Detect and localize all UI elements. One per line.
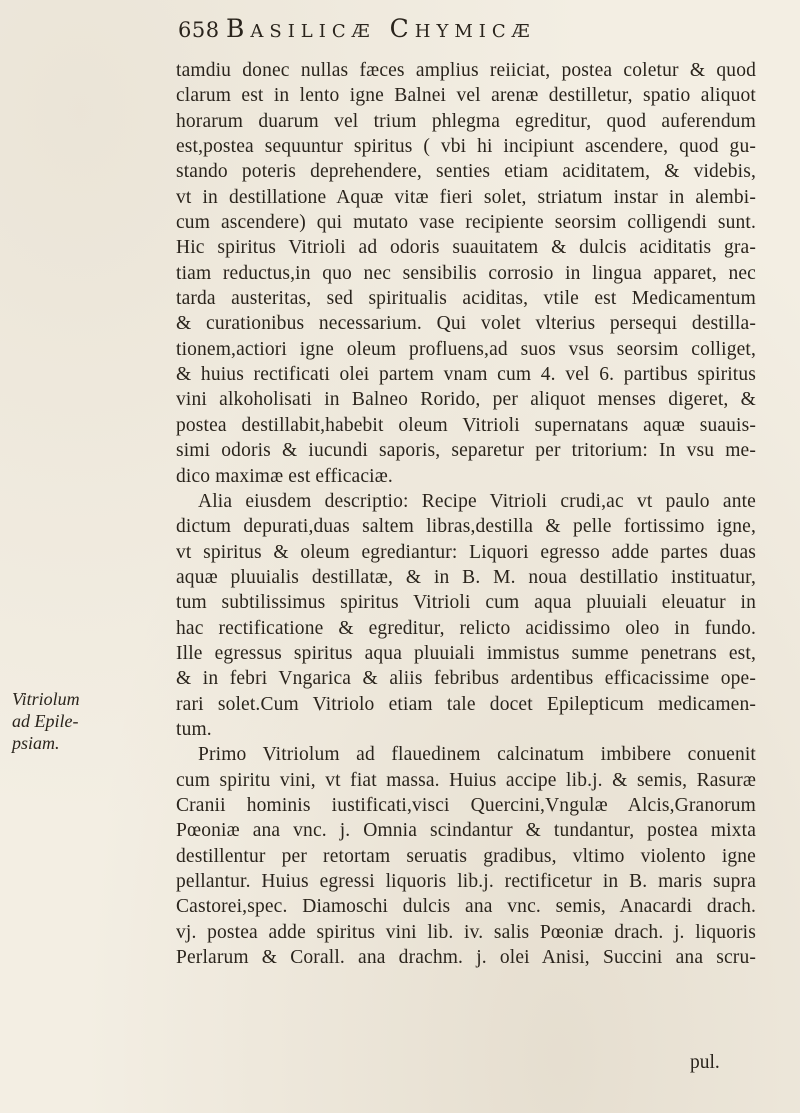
text-line: & curationibus necessarium. Qui volet vlterius persequi destilla- <box>176 313 756 335</box>
text-line: & huius rectificati olei partem vnam cum 4. vel 6. partibus spiritus <box>176 364 756 386</box>
page-header <box>178 14 738 54</box>
text-line: vt in destillatione Aquæ vitæ fieri solet, striatum instar in alembi- <box>176 186 756 208</box>
text-line: Ille egressus spiritus aqua pluuiali immistus summe penetrans est, <box>176 642 756 664</box>
text-line: destillentur per retortam seruatis gradibus, vltimo violento igne <box>176 845 756 867</box>
text-line: cum spiritu vini, vt fiat massa. Huius accipe lib.j. & semis, Rasuræ <box>176 769 756 791</box>
text-line: tum subtilissimus spiritus Vitrioli cum aqua pluuiali eleuatur in <box>176 592 756 614</box>
text-line: dico maximæ est efficaciæ. <box>176 465 393 487</box>
text-line: Primo Vitriolum ad flauedinem calcinatum imbibere conuenit <box>198 744 756 766</box>
text-line: Alia eiusdem descriptio: Recipe Vitrioli crudi,ac vt paulo ante <box>198 490 756 512</box>
text-line: est,postea sequuntur spiritus ( vbi hi incipiunt ascendere, quod gu- <box>176 136 756 158</box>
marginal-note <box>12 688 102 754</box>
text-line: dictum depurati,duas saltem libras,destilla & pelle fortissimo igne, <box>176 516 756 538</box>
text-line: & in febri Vngarica & aliis febribus ardentibus efficacissime ope- <box>176 668 756 690</box>
text-line: tum. <box>176 718 212 740</box>
text-line: horarum duarum vel trium phlegma egreditur, quod auferendum <box>176 110 756 132</box>
body-text <box>176 58 756 970</box>
text-line: clarum est in lento igne Balnei vel arenæ destilletur, spatio aliquot <box>176 85 756 107</box>
text-line: Cranii hominis iustificati,visci Quercini,Vngulæ Alcis,Granorum <box>176 794 756 816</box>
marginal-note-line: Vitriolum <box>12 689 80 709</box>
marginal-note-line: ad Epile- <box>12 711 79 731</box>
running-title: Basilicæ Chymicæ <box>226 14 536 43</box>
text-line: hac rectificatione & egreditur, relicto acidissimo oleo in fundo. <box>176 617 756 639</box>
text-line: aquæ pluuialis destillatæ, & in B. M. noua destillatio instituatur, <box>176 566 756 588</box>
text-line: rari solet.Cum Vitriolo etiam tale docet Epilepticum medicamen- <box>176 693 756 715</box>
page-number: 658 <box>178 18 220 42</box>
text-line: stando poteris deprehendere, senties etiam aciditatem, & videbis, <box>176 161 756 183</box>
text-line: pellantur. Huius egressi liquoris lib.j. rectificetur in B. maris supra <box>176 871 756 892</box>
text-line: Perlarum & Corall. ana drachm. j. olei Anisi, Succini ana scru- <box>176 947 756 969</box>
text-line: Hic spiritus Vitrioli ad odoris suauitatem & dulcis aciditatis gra- <box>176 237 756 259</box>
text-line: cum ascendere) qui mutato vase recipiente seorsim colligendi sunt. <box>176 212 756 234</box>
text-line: postea destillabit,habebit oleum Vitrioli supernatans aquæ suauis- <box>176 414 756 436</box>
text-line: vini alkoholisati in Balneo Rorido, per aliquot menses digeret, & <box>176 389 756 411</box>
text-line: tionem,actiori igne oleum profluens,ad suos vsus seorsim colliget, <box>176 338 756 360</box>
text-line: tamdiu donec nullas fæces amplius reiiciat, postea coletur & quod <box>176 60 756 81</box>
text-line: simi odoris & iucundi saporis, separetur per tritorium: In vsu me- <box>176 440 756 462</box>
marginal-note-line: psiam. <box>12 733 60 753</box>
text-line: tarda austeritas, sed spiritualis aciditas, vtile est Medicamentum <box>176 288 756 310</box>
text-line: vt spiritus & oleum egrediantur: Liquori egresso adde partes duas <box>176 541 756 563</box>
catchword: pul. <box>690 1052 720 1073</box>
text-line: Castorei,spec. Diamoschi dulcis ana vnc. semis, Anacardi drach. <box>176 896 756 918</box>
text-line: tiam reductus,in quo nec sensibilis corrosio in lingua apparet, nec <box>176 262 756 284</box>
text-line: Pœoniæ ana vnc. j. Omnia scindantur & tundantur, postea mixta <box>176 820 756 842</box>
text-line: vj. postea adde spiritus vini lib. iv. salis Pœoniæ drach. j. liquoris <box>176 921 756 943</box>
